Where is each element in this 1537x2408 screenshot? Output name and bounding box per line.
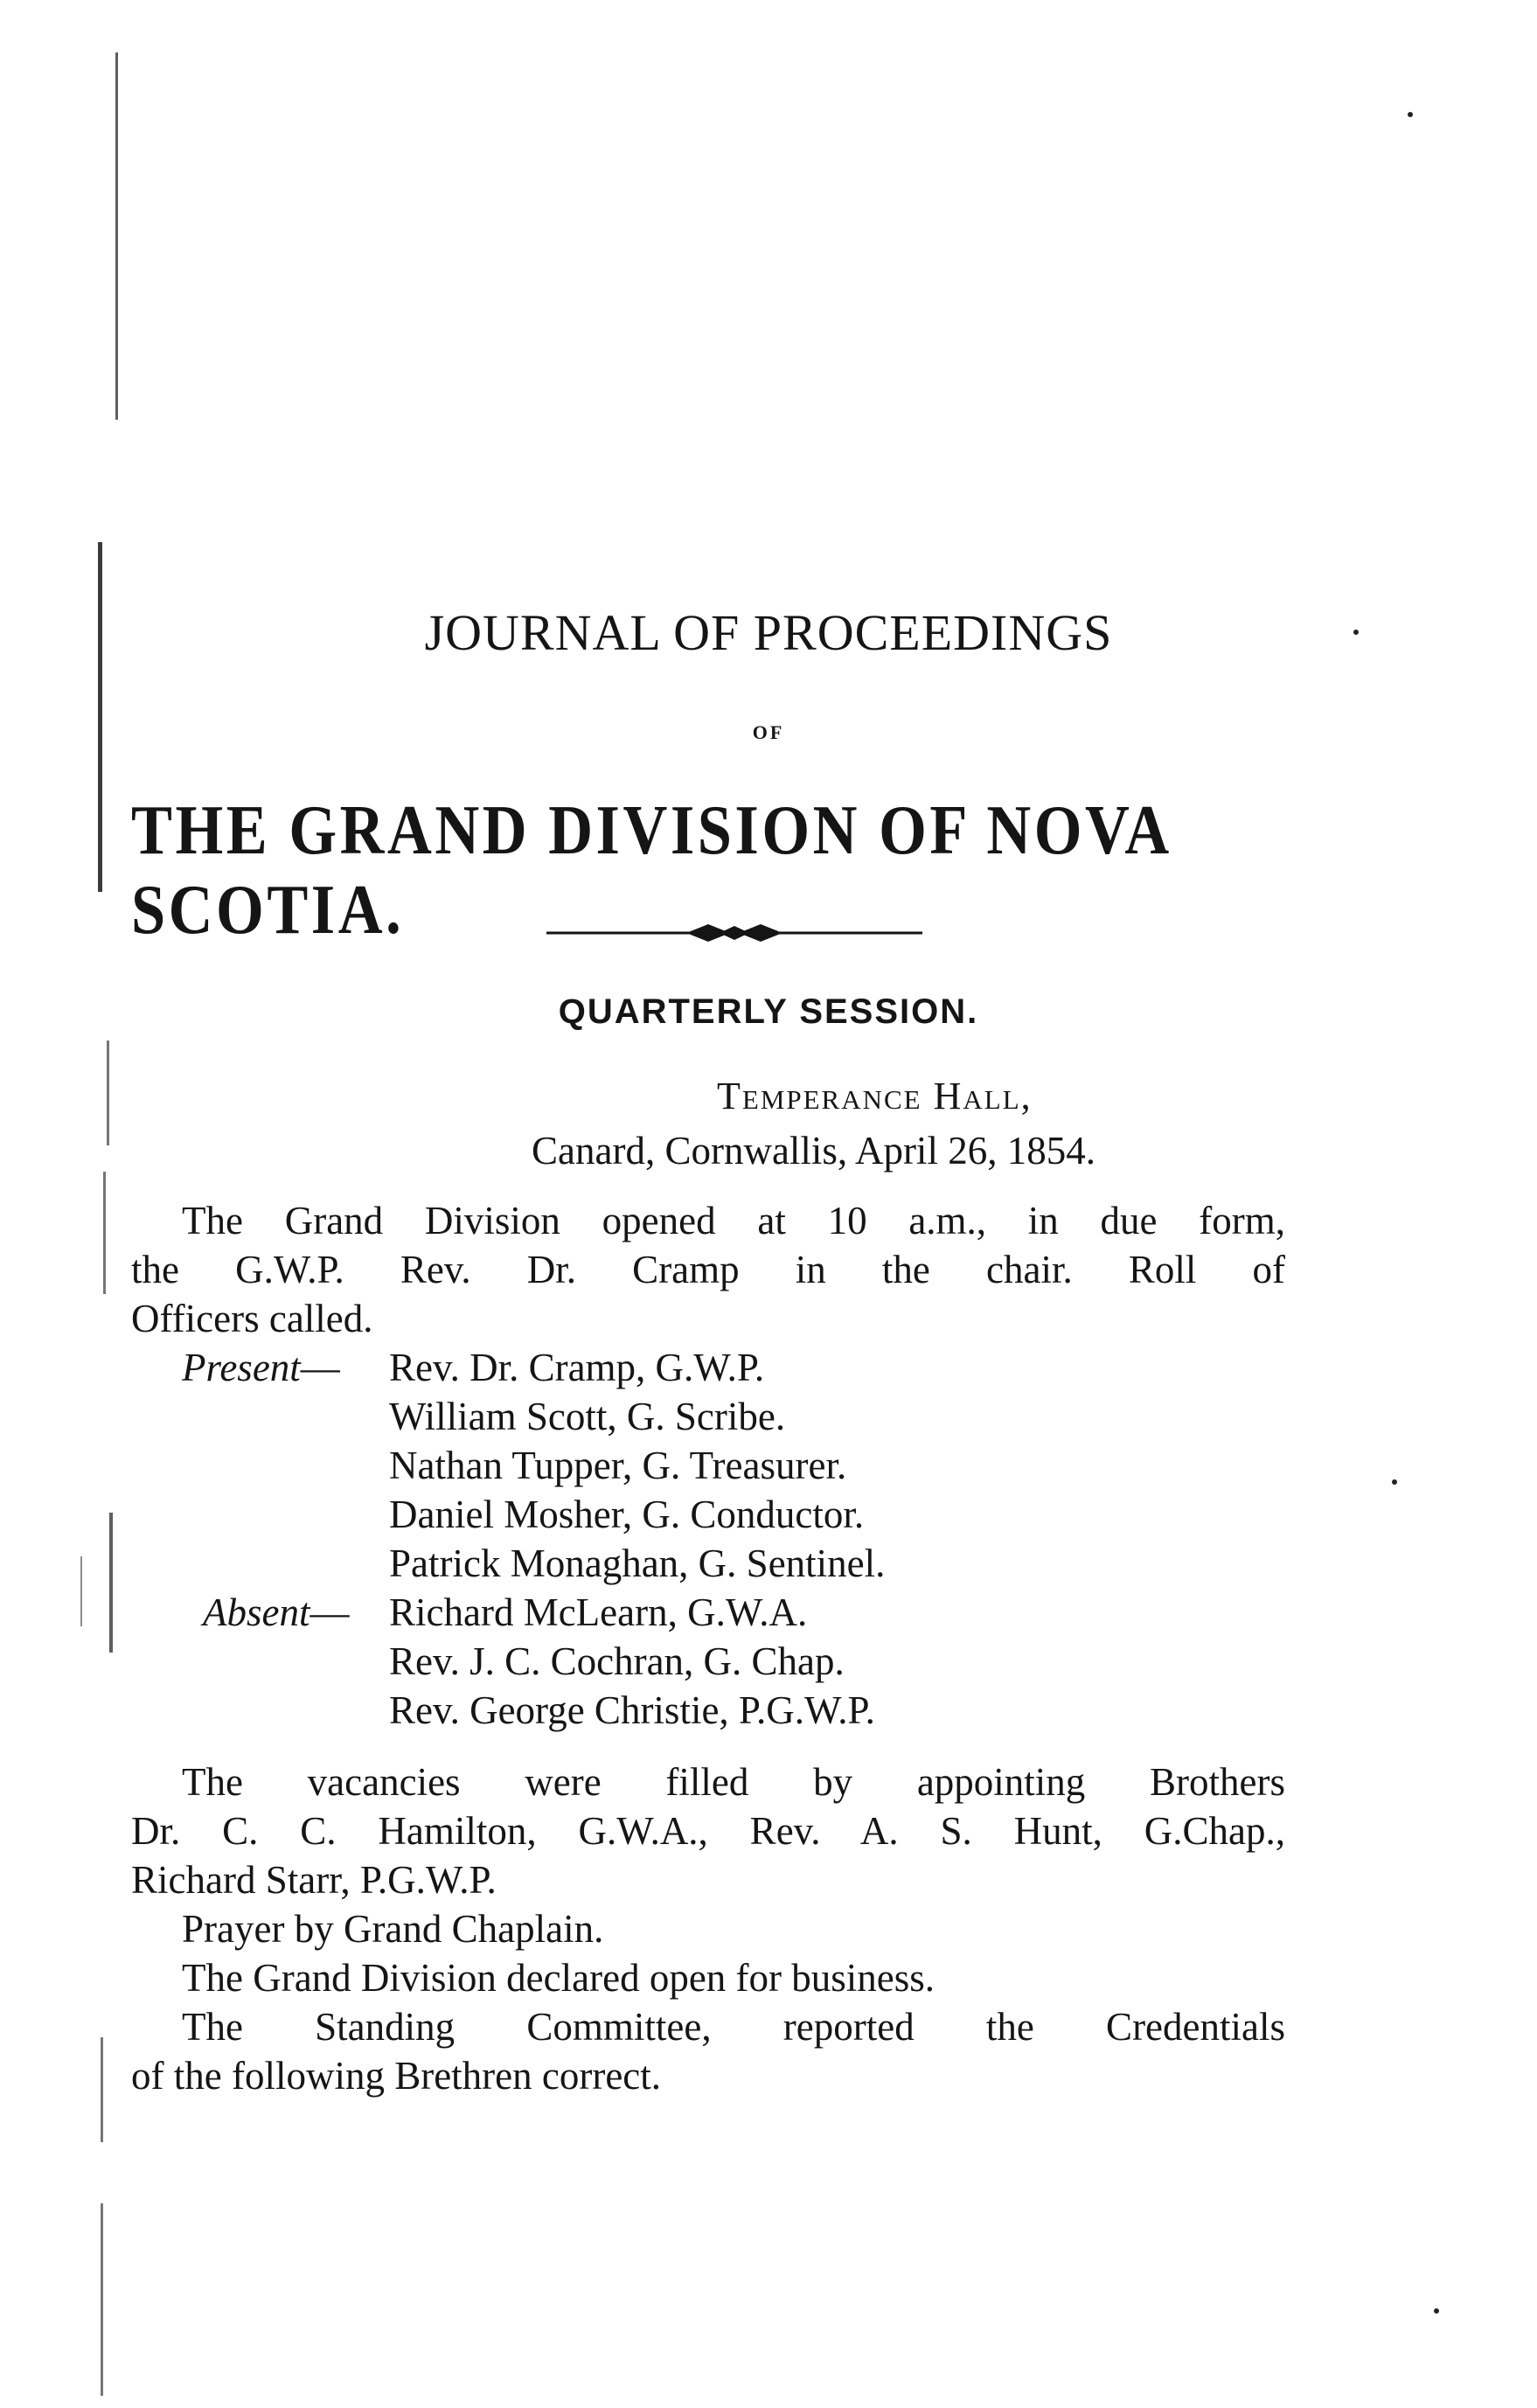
committee-line: of the following Brethren correct. (131, 2054, 662, 2098)
absent-dash: — (309, 1590, 350, 1634)
present-item: Rev. Dr. Cramp, G.W.P. (389, 1346, 765, 1389)
speck (1408, 112, 1413, 117)
scan-edge-mark (80, 1556, 82, 1626)
absent-label: Absent (203, 1590, 310, 1634)
opening-line: Officers called. (131, 1297, 373, 1340)
present-dash: — (300, 1346, 340, 1389)
present-item: Nathan Tupper, G. Treasurer. (389, 1444, 847, 1487)
committee-paragraph (131, 2002, 1285, 2100)
prayer-line: Prayer by Grand Chaplain. (182, 1907, 604, 1951)
title-of: OF (752, 721, 785, 743)
scan-edge-mark (101, 2203, 103, 2396)
absent-label-group (203, 1588, 349, 1637)
scan-edge-mark (109, 1513, 113, 1653)
declared-line: The Grand Division declared open for business. (182, 1956, 935, 2000)
grand-division-title: THE GRAND DIVISION OF NOVA SCOTIA. (131, 792, 1169, 949)
opening-line: The Grand Division opened at 10 a.m., in due form, (182, 1199, 1285, 1242)
scan-edge-mark (103, 1172, 106, 1294)
vacancies-line: Richard Starr, P.G.W.P. (131, 1858, 497, 1902)
opening-paragraph (131, 1196, 1285, 1343)
scan-edge-mark (98, 542, 102, 892)
present-item: Daniel Mosher, G. Conductor. (389, 1493, 865, 1536)
journal-title: JOURNAL OF PROCEEDINGS (424, 604, 1113, 661)
absent-item: Rev. George Christie, P.G.W.P. (389, 1688, 875, 1732)
scan-edge-mark (107, 1040, 109, 1145)
absent-item: Rev. J. C. Cochran, G. Chap. (389, 1639, 845, 1683)
present-label: Present (182, 1346, 301, 1389)
vacancies-line: Dr. C. C. Hamilton, G.W.A., Rev. A. S. Hunt, G.Chap., (131, 1809, 1285, 1853)
absent-list (389, 1588, 875, 1735)
present-item: William Scott, G. Scribe. (389, 1395, 786, 1438)
vacancies-paragraph (131, 1757, 1285, 1904)
session-heading: QUARTERLY SESSION. (558, 992, 979, 1031)
present-label-group (182, 1343, 340, 1392)
hall-name: Temperance Hall, (717, 1075, 1033, 1117)
opening-line: the G.W.P. Rev. Dr. Cramp in the chair. Roll of (131, 1248, 1285, 1291)
absent-item: Richard McLearn, G.W.A. (389, 1590, 808, 1634)
scan-edge-mark (115, 52, 118, 420)
speck (1434, 2308, 1439, 2314)
scan-edge-mark (101, 2037, 103, 2142)
speck (1392, 1479, 1397, 1485)
present-item: Patrick Monaghan, G. Sentinel. (389, 1542, 886, 1585)
place-date: Canard, Cornwallis, April 26, 1854. (532, 1129, 1095, 1173)
vacancies-line: The vacancies were filled by appointing Brothers (182, 1760, 1285, 1804)
committee-line: The Standing Committee, reported the Credentials (182, 2005, 1285, 2049)
ornament-rule (546, 922, 922, 943)
present-list (389, 1343, 885, 1588)
